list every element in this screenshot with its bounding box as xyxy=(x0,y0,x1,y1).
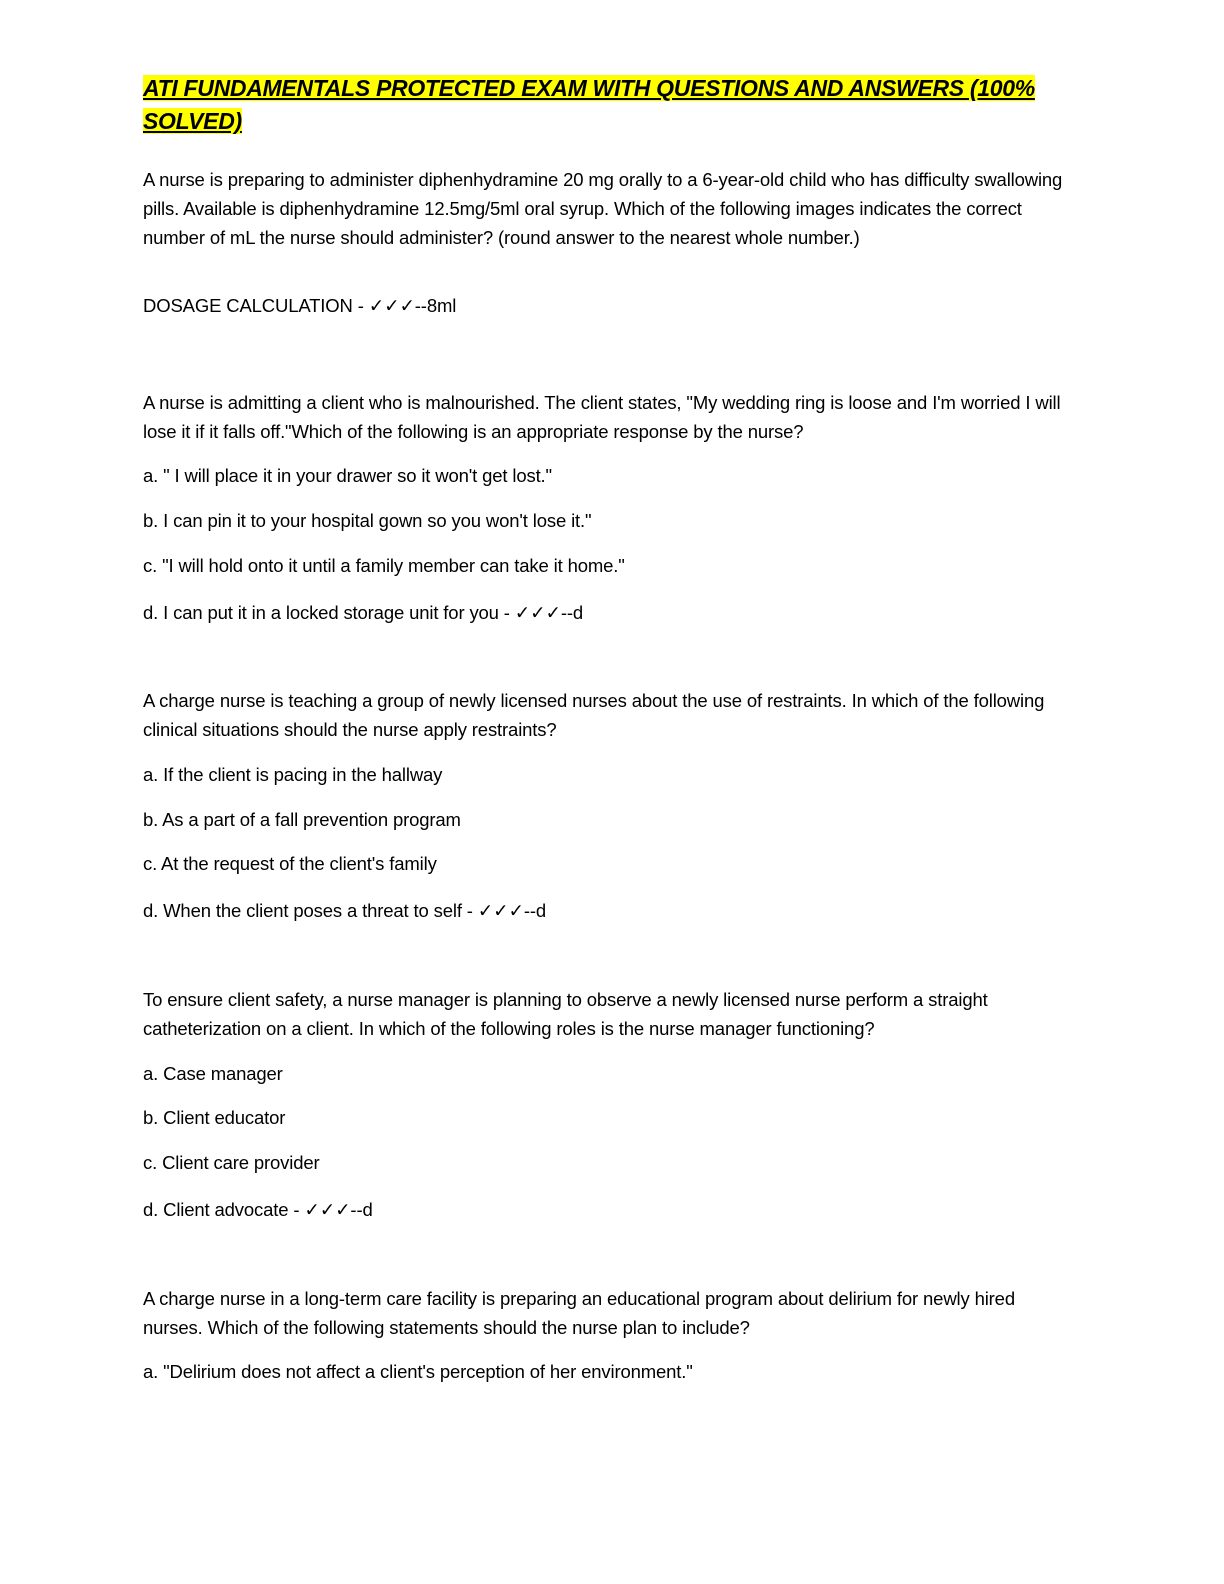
question-3-stem: A charge nurse is teaching a group of newly licensed nurses about the use of restraints. In which of the following clinical situations should the nurse apply restraints? xyxy=(143,690,1045,740)
question-4 xyxy=(143,985,1073,1220)
question-2-option-a: a. " I will place it in your drawer so it won't get lost." xyxy=(143,465,552,486)
document-page xyxy=(143,72,1073,1382)
title-highlight: ATI FUNDAMENTALS PROTECTED EXAM WITH QUESTIONS AND ANSWERS (100% SOLVED) xyxy=(143,75,1035,134)
question-2 xyxy=(143,388,1073,623)
question-3-option-b: b. As a part of a fall prevention program xyxy=(143,809,461,830)
question-2-option-b: b. I can pin it to your hospital gown so you won't lose it." xyxy=(143,510,592,531)
question-4-option-d: d. Client advocate - ✓✓✓--d xyxy=(143,1199,373,1220)
question-5-stem: A charge nurse in a long-term care facility is preparing an educational program about delirium for newly hired nurses. Which of the following statements should the nurse plan to include? xyxy=(143,1288,1015,1338)
question-1 xyxy=(143,165,1073,316)
question-3-option-a: a. If the client is pacing in the hallway xyxy=(143,764,443,785)
question-4-stem: To ensure client safety, a nurse manager is planning to observe a newly licensed nurse perform a straight catheterization on a client. In which of the following roles is the nurse manager functioning? xyxy=(143,989,988,1039)
question-4-option-a: a. Case manager xyxy=(143,1063,283,1084)
question-5 xyxy=(143,1284,1073,1382)
question-4-option-c: c. Client care provider xyxy=(143,1152,320,1173)
question-3-option-d: d. When the client poses a threat to self - ✓✓✓--d xyxy=(143,900,547,921)
document-title xyxy=(143,72,1073,138)
question-1-answer: DOSAGE CALCULATION - ✓✓✓--8ml xyxy=(143,295,457,316)
question-3-option-c: c. At the request of the client's family xyxy=(143,853,437,874)
question-1-stem: A nurse is preparing to administer diphenhydramine 20 mg orally to a 6-year-old child who has difficulty swallowing pills. Available is diphenhydramine 12.5mg/5ml oral syrup. Which of the following images indicates the correct number of mL the nurse should administer? (round answer to the nearest whole number.) xyxy=(143,169,1063,248)
question-4-option-b: b. Client educator xyxy=(143,1107,286,1128)
question-3 xyxy=(143,686,1073,921)
question-2-option-d: d. I can put it in a locked storage unit for you - ✓✓✓--d xyxy=(143,602,584,623)
question-2-stem: A nurse is admitting a client who is malnourished. The client states, "My wedding ring is loose and I'm worried I will lose it if it falls off."Which of the following is an appropriate response by the nurse? xyxy=(143,392,1061,442)
question-2-option-c: c. "I will hold onto it until a family member can take it home." xyxy=(143,555,625,576)
question-5-option-a: a. "Delirium does not affect a client's perception of her environment." xyxy=(143,1361,693,1382)
